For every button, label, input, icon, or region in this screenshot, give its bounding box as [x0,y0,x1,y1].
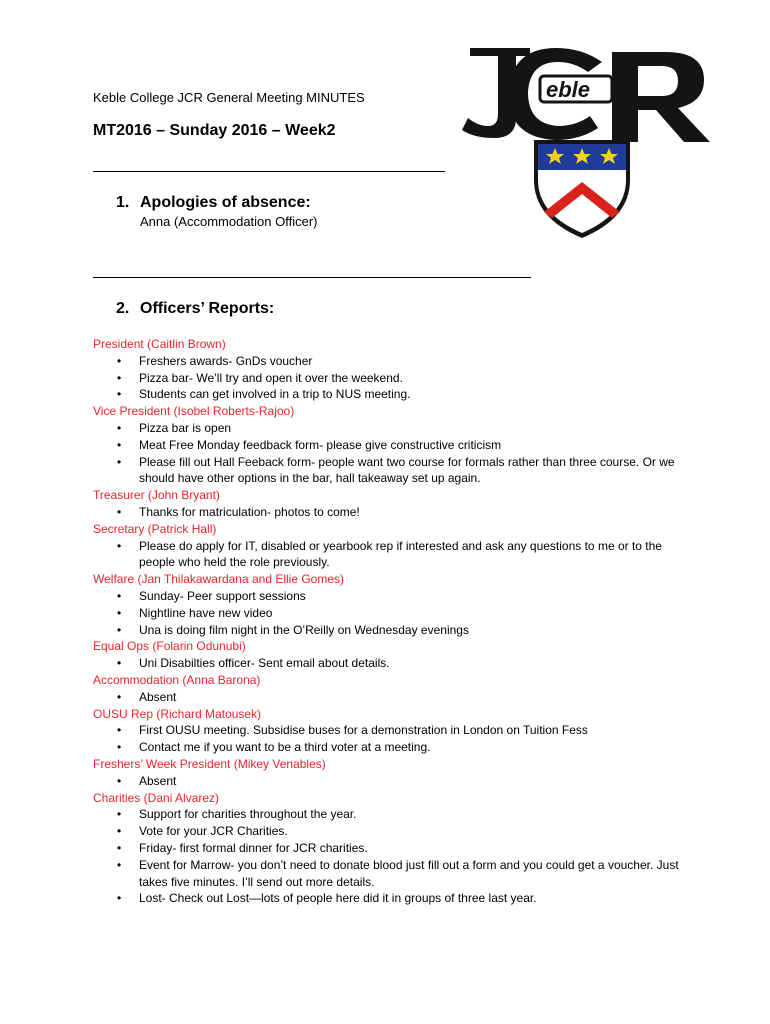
report-item: • Meat Free Monday feedback form- please give constructive criticism [93,437,693,454]
keble-jcr-logo [452,40,722,245]
report-items [93,655,693,672]
officer-report [93,756,693,790]
report-item: • Sunday- Peer support sessions [93,588,693,605]
report-item: • Absent [93,689,693,706]
officer-name: Secretary (Patrick Hall) [93,521,217,536]
shield-icon [534,140,630,238]
section-number: 1. [116,194,130,211]
report-item: • Thanks for matriculation- photos to come! [93,504,693,521]
report-items [93,538,693,572]
apologies-text: Anna (Accommodation Officer) [140,214,318,229]
officer-name: Welfare (Jan Thilakawardana and Ellie Gomes) [93,572,345,587]
document-header: Keble College JCR General Meeting MINUTES [93,90,365,105]
report-items [93,689,693,706]
divider-thick [93,171,445,172]
officer-name: Vice President (Isobel Roberts-Rajoo) [93,404,295,419]
report-item: • Absent [93,773,693,790]
officer-name: President (Caitlin Brown) [93,337,226,351]
report-item: • Friday- first formal dinner for JCR charities. [93,840,693,857]
report-item: • Uni Disabilties officer- Sent email about details. [93,655,693,672]
officer-report [93,638,693,672]
report-items [93,773,693,790]
report-items [93,806,693,907]
report-item: • Pizza bar- We’ll try and open it over the weekend. [93,370,693,387]
report-items [93,504,693,521]
officer-report [93,571,693,638]
report-item: • Event for Marrow- you don’t need to donate blood just fill out a form and you could get a voucher. Just takes five minutes. I’ll send out more details. [93,857,693,891]
report-item: • Lost- Check out Lost—lots of people here did it in groups of three last year. [93,890,693,907]
report-item: • Vote for your JCR Charities. [93,823,693,840]
officer-name: OUSU Rep (Richard Matousek) [93,706,262,721]
section-number: 2. [116,300,130,317]
report-item: • Nightline have new video [93,605,693,622]
report-items [93,588,693,638]
report-item: • Please fill out Hall Feeback form- people want two course for formals rather than three course. Or we should have other options in the bar, hall takeaway set up again. [93,454,693,488]
report-items [93,722,693,756]
officer-report [93,706,693,756]
officer-report [93,487,693,521]
officer-report [93,521,693,571]
report-item: • First OUSU meeting. Subsidise buses for a demonstration in London on Tuition Fess [93,722,693,739]
officer-report [93,403,693,487]
report-item: • Contact me if you want to be a third voter at a meeting. [93,739,693,756]
officer-name: Freshers’ Week President (Mikey Venables) [93,756,326,771]
divider-thin [93,277,531,278]
officer-name: Equal Ops (Folarin Odunubi) [93,639,246,654]
section-title: Apologies of absence: [140,194,311,211]
meeting-title: MT2016 – Sunday 2016 – Week2 [93,122,336,139]
officer-report [93,336,693,403]
apologies-heading [116,194,311,212]
officer-report [93,672,693,706]
officer-name: Treasurer (John Bryant) [93,488,220,503]
reports-heading [116,300,274,318]
report-item: • Freshers awards- GnDs voucher [93,353,693,370]
officers-reports [93,336,693,907]
section-title: Officers’ Reports: [140,300,275,317]
logo-letter-r [612,52,710,142]
officer-report [93,790,693,908]
officer-name: Charities (Dani Alvarez) [93,790,220,805]
officer-name: Accommodation (Anna Barona) [93,672,261,687]
report-item: • Pizza bar is open [93,420,693,437]
report-item: • Una is doing film night in the O’Reilly on Wednesday evenings [93,622,693,639]
report-item: • Students can get involved in a trip to NUS meeting. [93,386,693,403]
report-item: • Please do apply for IT, disabled or yearbook rep if interested and ask any questions to me or to the people who held the role previously. [93,538,693,572]
report-items [93,420,693,487]
report-items [93,353,693,403]
logo-eble-text: eble [546,77,591,102]
report-item: • Support for charities throughout the year. [93,806,693,823]
